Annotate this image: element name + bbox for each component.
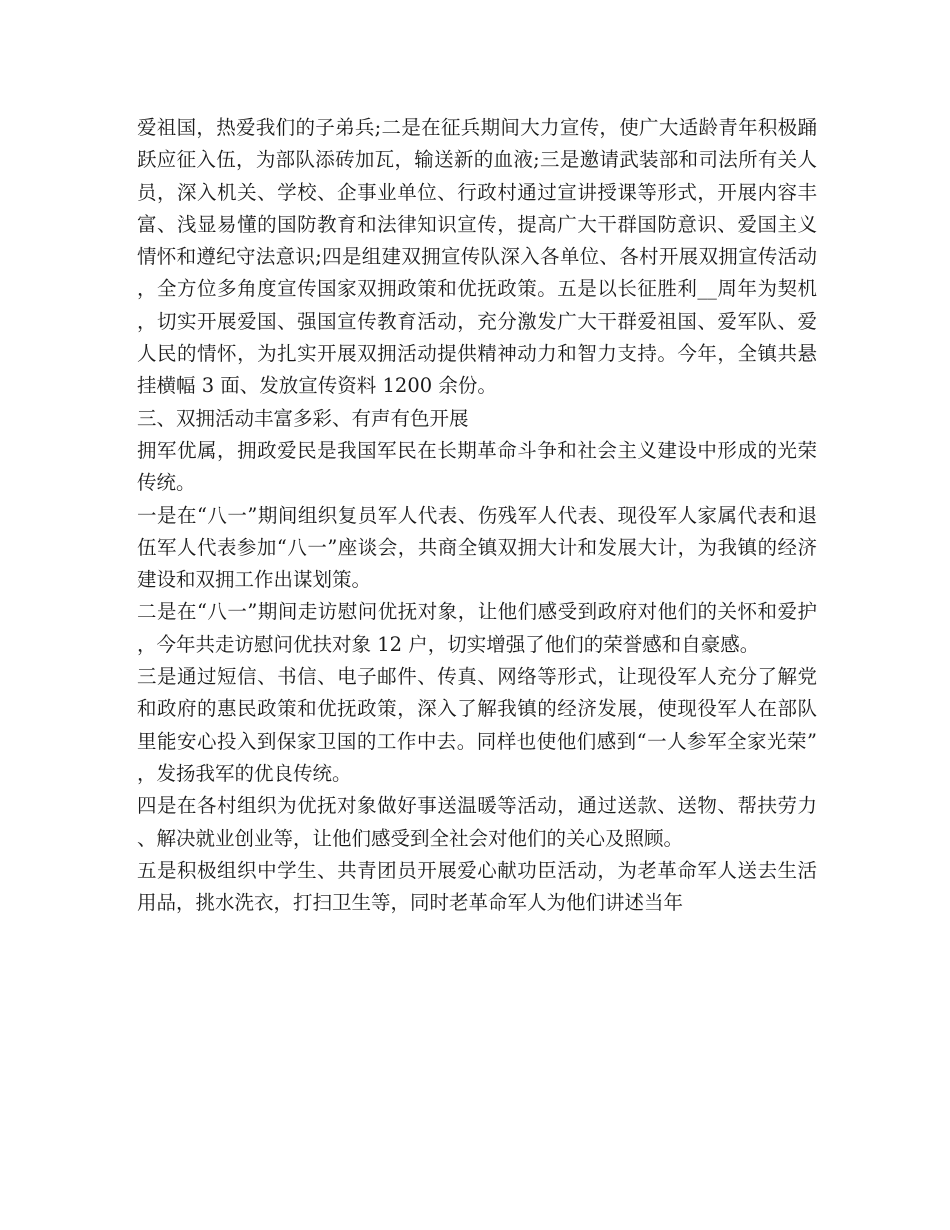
paragraph-item-5: 五是积极组织中学生、共青团员开展爱心献功臣活动，为老革命军人送去生活用品，挑水洗衣，打扫卫生等，同时老革命军人为他们讲述当年 (137, 858, 817, 915)
section-heading-3: 三、双拥活动丰富多彩、有声有色开展 (137, 406, 469, 430)
paragraph-publicity: 爱祖国，热爱我们的子弟兵;二是在征兵期间大力宣传，使广大适龄青年积极踊跃应征入伍，为部队添砖加瓦，输送新的血液;三是邀请武装部和司法所有关人员，深入机关、学校、企事业单位、行政村通过宣讲授课等形式，开展内容丰富、浅显易懂的国防教育和法律知识宣传，提高广大干群国防意识、爱国主义情怀和遵纪守法意识;四是组建双拥宣传队深入各单位、各村开展双拥宣传活动，全方位多角度宣传国家双拥政策和优抚政策。五是以长征胜利__周年为契机，切实开展爱国、强国宣传教育活动，充分激发广大干群爱祖国、爱军队、爱人民的情怀，为扎实开展双拥活动提供精神动力和智力支持。今年，全镇共悬挂横幅 3 面、发放宣传资料 1200 余份。 (137, 116, 817, 398)
document-body (137, 112, 817, 919)
paragraph-item-3: 三是通过短信、书信、电子邮件、传真、网络等形式，让现役军人充分了解党和政府的惠民政策和优抚政策，深入了解我镇的经济发展，使现役军人在部队里能安心投入到保家卫国的工作中去。同样也使他们感到“一人参军全家光荣”，发扬我军的优良传统。 (137, 665, 817, 785)
paragraph-item-1: 一是在“八一”期间组织复员军人代表、伤残军人代表、现役军人家属代表和退伍军人代表参加“八一”座谈会，共商全镇双拥大计和发展大计，为我镇的经济建设和双拥工作出谋划策。 (137, 503, 817, 592)
paragraph-item-4: 四是在各村组织为优抚对象做好事送温暖等活动，通过送款、送物、帮扶劳力、解决就业创业等，让他们感受到全社会对他们的关心及照顾。 (137, 794, 817, 850)
paragraph-item-2: 二是在“八一”期间走访慰问优抚对象，让他们感受到政府对他们的关怀和爱护，今年共走访慰问优扶对象 12 户，切实增强了他们的荣誉感和自豪感。 (137, 600, 817, 656)
paragraph-intro: 拥军优属，拥政爱民是我国军民在长期革命斗争和社会主义建设中形成的光荣传统。 (137, 438, 817, 495)
